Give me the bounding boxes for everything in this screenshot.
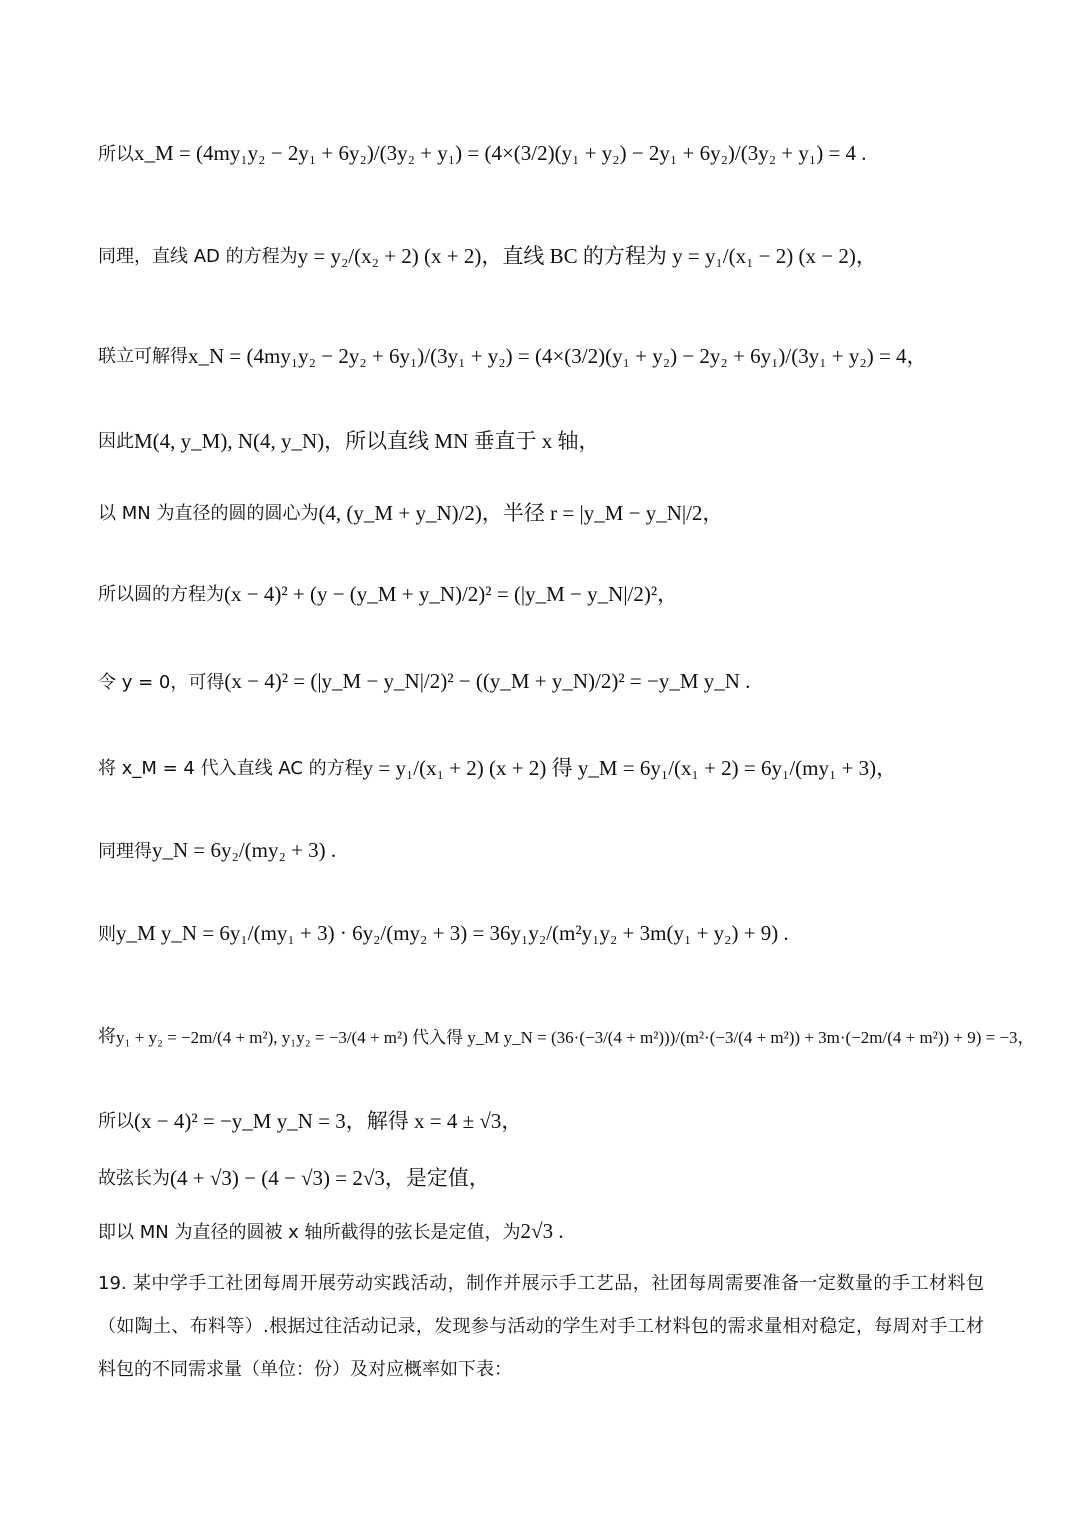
solution-line-1 <box>98 140 1020 166</box>
formula-substitution: y₁ + y₂ = −2m/(4 + m²), y₁y₂ = −3/(4 + m²) 代入得 y_M y_N = (36·(−3/(4 + m²)))/(m²·(−3/(4 + m²)) + 3m·(−2m/(4 + m²)) + 9) = −3， <box>116 1027 1035 1047</box>
solution-line-4 <box>98 425 1020 455</box>
formula-product: y_M y_N = 6y₁/(my₁ + 3) · 6y₂/(my₂ + 3) = 36y₁y₂/(m²y₁y₂ + 3m(y₁ + y₂) + 9) . <box>116 920 789 945</box>
line-prefix: 则 <box>98 924 116 945</box>
solution-line-8 <box>98 752 1020 782</box>
line-prefix: 同理得 <box>98 841 152 862</box>
line-prefix: 令 y = 0，可得 <box>98 672 225 693</box>
line-prefix: 因此 <box>98 431 134 452</box>
line-prefix: 所以 <box>98 1111 134 1132</box>
line-prefix: 所以圆的方程为 <box>98 584 224 605</box>
solution-line-2 <box>98 240 1020 270</box>
line-prefix: 同理，直线 AD 的方程为 <box>98 246 298 267</box>
solution-line-10 <box>98 920 1020 946</box>
solution-line-6 <box>98 578 1020 608</box>
line-prefix: 联立可解得 <box>98 346 188 367</box>
question-19-text: 19. 某中学手工社团每周开展劳动实践活动，制作并展示手工艺品，社团每周需要准备一定数量的手工材料包（如陶土、布料等）.根据过往活动记录，发现参与活动的学生对手工材料包的需求量相对稳定，每周对手工材料包的不同需求量（单位：份）及对应概率如下表： <box>98 1273 984 1380</box>
solution-line-11 <box>98 1022 1035 1048</box>
line-prefix: 将 <box>98 1026 116 1047</box>
solution-line-12 <box>98 1105 1020 1135</box>
line-prefix: 将 x_M = 4 代入直线 AC 的方程 <box>98 758 363 779</box>
solution-line-9 <box>98 837 1020 863</box>
formula-x-m: x_M = (4my₁y₂ − 2y₁ + 6y₂)/(3y₂ + y₁) = (4×(3/2)(y₁ + y₂) − 2y₁ + 6y₂)/(3y₂ + y₁) = 4 . <box>134 140 867 165</box>
solution-line-7 <box>98 668 1020 694</box>
formula-solve-x: (x − 4)² = −y_M y_N = 3，解得 x = 4 ± √3， <box>134 1109 523 1133</box>
formula-circle-equation: (x − 4)² + (y − (y_M + y_N)/2)² = (|y_M − y_N|/2)²， <box>224 582 679 606</box>
formula-y-m: y = y₁/(x₁ + 2) (x + 2) 得 y_M = 6y₁/(x₁ + 2) = 6y₁/(my₁ + 3)， <box>362 756 898 780</box>
solution-line-13 <box>98 1162 1020 1192</box>
solution-line-14 <box>98 1218 1020 1244</box>
line-prefix: 故弦长为 <box>98 1168 170 1189</box>
solution-line-3 <box>98 340 1020 370</box>
formula-circle-center: (4, (y_M + y_N)/2)，半径 r = |y_M − y_N|/2， <box>318 501 724 525</box>
line-prefix: 以 MN 为直径的圆的圆心为 <box>98 503 319 524</box>
formula-y-n: y_N = 6y₂/(my₂ + 3) . <box>152 837 337 862</box>
formula-chord-length: (4 + √3) − (4 − √3) = 2√3，是定值， <box>170 1166 490 1190</box>
line-prefix: 即以 MN 为直径的圆被 x 轴所截得的弦长是定值，为 <box>98 1222 521 1243</box>
formula-conclusion: 2√3 . <box>520 1218 564 1243</box>
line-prefix: 所以 <box>98 144 134 165</box>
formula-y-zero: (x − 4)² = (|y_M − y_N|/2)² − ((y_M + y_N)/2)² = −y_M y_N . <box>224 668 751 693</box>
formula-ad-bc-lines: y = y₂/(x₂ + 2) (x + 2)，直线 BC 的方程为 y = y₁/(x₁ − 2) (x − 2)， <box>297 244 877 268</box>
formula-points-mn: M(4, y_M), N(4, y_N)，所以直线 MN 垂直于 x 轴， <box>134 429 600 453</box>
solution-line-5 <box>98 497 1020 527</box>
formula-x-n: x_N = (4my₁y₂ − 2y₂ + 6y₁)/(3y₁ + y₂) = (4×(3/2)(y₁ + y₂) − 2y₂ + 6y₁)/(3y₁ + y₂) = 4， <box>188 344 928 368</box>
